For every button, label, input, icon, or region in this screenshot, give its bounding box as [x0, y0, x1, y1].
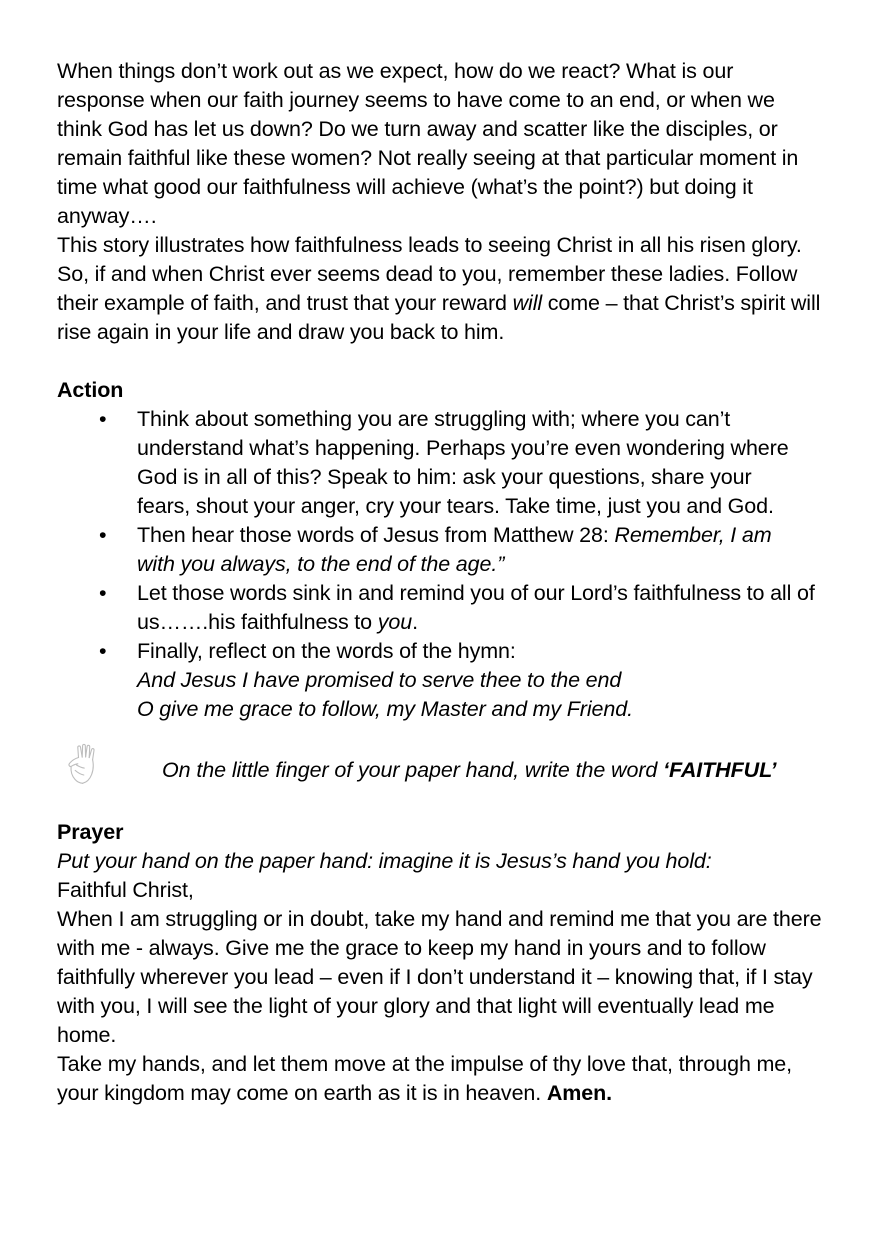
hand-instruction-row — [57, 744, 822, 792]
reflection-paragraph-2-emphasis: will — [512, 291, 543, 315]
action-item-hymn — [137, 637, 822, 724]
prayer-instruction-text: Put your hand on the paper hand: imagine it is Jesus’s hand you hold: — [57, 849, 712, 873]
prayer-body-2-text: Take my hands, and let them move at the impulse of thy love that, through me, your kingdom may come on earth as it is in heaven. — [57, 1052, 793, 1105]
action-item-matthew-28-lead: Then hear those words of Jesus from Matthew 28: — [137, 523, 615, 547]
list-item — [57, 521, 822, 579]
action-item-faithfulness — [137, 579, 822, 637]
action-item-faithfulness-tail: . — [412, 610, 418, 634]
prayer-instruction — [57, 847, 822, 876]
prayer-body-1: When I am struggling or in doubt, take my hand and remind me that you are there with me - always. Give me the grace to keep my hand in yours and to follow faithfully wherever you lead – even if I don’t understand it – knowing that, if I stay with you, I will see the light of your glory and that light will eventually lead me home. — [57, 907, 822, 1047]
open-hand-icon — [62, 742, 102, 790]
bullet-marker-icon: • — [99, 581, 107, 605]
hand-instruction-keyword: ‘FAITHFUL’ — [663, 758, 777, 782]
prayer-amen: Amen. — [546, 1081, 613, 1105]
action-item-faithfulness-lead: Let those words sink in and remind you of our Lord’s faithfulness to all of us…….his faithfulness to — [137, 581, 815, 634]
hand-instruction-lead: On the little finger of your paper hand, write the word — [162, 758, 664, 782]
reflection-paragraph-2-part-a: This story illustrates how faithfulness leads to seeing Christ in all his risen glory. So, if and when Christ ever seems dead to you, remember these ladies. Follow their example of faith, and trust that your reward — [57, 233, 802, 315]
action-item-matthew-28-quote: Remember, I am with you always, to the end of the age.” — [137, 523, 772, 576]
hymn-line-2: O give me grace to follow, my Master and my Friend. — [137, 697, 633, 721]
reflection-paragraph-2 — [57, 231, 822, 347]
prayer-body-2 — [57, 1050, 822, 1108]
action-heading: Action — [57, 378, 124, 402]
list-item — [57, 579, 822, 637]
action-item-hymn-lead: Finally, reflect on the words of the hymn: — [137, 639, 516, 663]
document-body — [57, 57, 822, 1108]
reflection-paragraph-1: When things don’t work out as we expect, how do we react? What is our response when our faith journey seems to have come to an end, or when we think God has let us down? Do we turn away and scatter like the disciples, or remain faithful like these women? Not really seeing at that particular moment in time what good our faithfulness will achieve (what’s the point?) but doing it anyway…. — [57, 59, 799, 228]
bullet-marker-icon: • — [99, 523, 107, 547]
action-item-faithfulness-emphasis: you — [377, 610, 413, 634]
prayer-heading: Prayer — [57, 820, 124, 844]
list-item — [57, 637, 822, 724]
list-item — [57, 405, 822, 521]
action-item-matthew-28 — [137, 521, 797, 579]
prayer-salutation: Faithful Christ, — [57, 878, 194, 902]
prayer-section — [57, 818, 822, 1108]
action-bullet-list — [57, 405, 822, 724]
hand-instruction-text — [162, 744, 822, 785]
action-item-struggle-text: Think about something you are struggling with; where you can’t understand what’s happening. Perhaps you’re even wondering where God is in all of this? Speak to him: ask your questions, share your fears, shout your anger, cry your tears. Take time, just you and God. — [137, 407, 789, 518]
reflection-paragraph-2-part-b: come – that Christ’s spirit will rise again in your life and draw you back to him. — [57, 291, 821, 344]
bullet-marker-icon: • — [99, 639, 107, 663]
hymn-line-1: And Jesus I have promised to serve thee to the end — [137, 668, 622, 692]
spacer-before-action — [57, 347, 822, 376]
bullet-marker-icon: • — [99, 407, 107, 431]
